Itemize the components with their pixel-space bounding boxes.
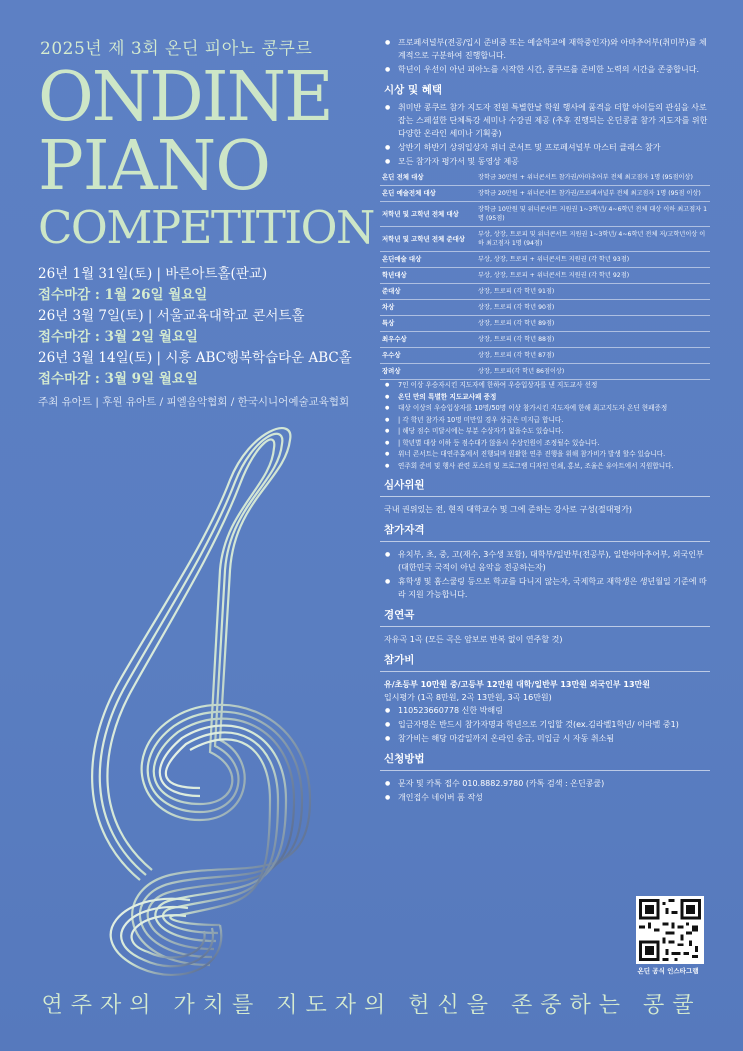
award-name: 장려상 [380,364,476,380]
host-sponsor-line: 주최 유아트 | 후원 유아트 / 피엘음악협회 / 한국시니어예술교육협회 [38,396,350,409]
schedule-event: 26년 3월 14일(토) | 시흥 ABC행복학습타운 ABC홀 [38,350,352,367]
award-desc: 상장, 트로피 (각 학년 89점) [476,316,710,332]
award-name: 저학년 및 고학년 전체 대상 [380,202,476,227]
section-heading-repertoire: 경연곡 [384,609,415,621]
award-desc: 상장, 트로피(각 학년 86점이상) [476,364,710,380]
award-desc: 부상, 상장, 트로피 + 위너콘서트 지원권 (각 학년 93점) [476,252,710,268]
section-heading-apply: 신청방법 [384,753,425,765]
list-item: ● 취미반 콩쿠르 참가 지도자 전원 특별한날 학원 행사에 품격을 더할 아이들의 관심을 사로잡는 스페셜한 단체특강 세미나 수강권 제공 (추후 진행되는 온딘콩쿨 참가 지도자를 위한 다양한 온라인 세미나 기획중) [398,101,710,140]
divider [380,541,710,542]
list-item: ● 학년이 우선이 아닌 피아노를 시작한 시간, 콩쿠르를 준비한 노력의 시간을 존중합니다. [398,63,710,76]
awards-benefits-list [380,101,710,168]
list-item: ● 개인접수 네이버 폼 작성 [398,791,638,804]
section-heading-eligibility: 참가자격 [384,524,425,536]
table-row [380,252,710,268]
list-item: ● 위너 콘서트는 대연주홀에서 진행되며 원활한 연주 진행을 위해 참가비가 발생 할수 있습니다. [398,449,710,460]
instagram-qr-code[interactable] [636,896,704,964]
award-desc: 장학금 10만원 및 위너콘서트 지원권 1~3학년/ 4~6학년 전체 대상 이하 최고점자 1명 (95점) [476,202,710,227]
awards-table [380,170,710,380]
intro-list [380,36,710,76]
award-name: 온딘예술 대상 [380,252,476,268]
table-row [380,284,710,300]
judges-text: 국내 권위있는 전, 현직 대학교수 및 그에 준하는 강사로 구성(절대평가) [384,505,633,514]
list-item: ● 모든 참가자 평가서 및 동영상 제공 [398,155,710,168]
award-name: 차상 [380,300,476,316]
list-item: ● 연주회 준비 및 행사 관련 포스터 및 프로그램 디자인 인쇄, 홍보, 조율은 유아트에서 지원합니다. [398,461,710,472]
section-heading-fee: 참가비 [384,654,415,666]
qr-caption: 온딘 공식 인스타그램 [637,967,699,975]
table-row [380,348,710,364]
divider [380,671,710,672]
qr-code-icon [639,899,701,961]
table-row [380,227,710,252]
award-desc: 상장, 트로피 (각 학년 88점) [476,332,710,348]
award-desc: 부상, 상장, 트로피 및 위너콘서트 지원권 1~3학년/ 4~6학년 전체 저/고학년이상 이하 최고점자 1명 (94점) [476,227,710,252]
award-desc: 부상, 상장, 트로피 + 위너콘서트 지원권 (각 학년 92점) [476,268,710,284]
title-piano: PIANO [38,126,270,206]
table-row [380,300,710,316]
section-heading-judges: 심사위원 [384,479,425,491]
table-row [380,170,710,186]
schedule-event: 26년 1월 31일(토) | 바른아트홀(판교) [38,266,268,283]
table-row [380,364,710,380]
section-heading-awards: 시상 및 혜택 [384,84,443,96]
schedule-deadline: 접수마감 : 3월 9일 월요일 [38,371,198,388]
schedule-deadline: 접수마감 : 3월 2일 월요일 [38,329,198,346]
eligibility-list [380,548,710,601]
award-name: 온딘 예술전체 대상 [380,186,476,202]
list-item: ● 유치부, 초, 중, 고(재수, 3수생 포함), 대학부/일반부(전공부), 일반아마추어부, 외국인부(대한민국 국적이 아닌 음악을 전공하는자) [398,548,710,574]
list-item: ● 휴학생 및 홈스쿨링 등으로 학교를 다니지 않는자, 국제학교 재학생은 생년월일 기준에 따라 지원 가능합니다. [398,575,710,601]
list-item: ● 참가비는 해당 마감일까지 온라인 송금, 미입금 시 자동 취소됨 [398,732,710,745]
list-item: ● 입금자명은 반드시 참가자명과 학년으로 기입할 것(ex.김라벨1학년/ 이라벨 중1) [398,718,710,731]
award-desc: 장학금 30만원 + 위너콘서트 참가권/아마추어부 전체 최고점자 1명 (95점이상) [476,170,710,186]
slogan: 연주자의 가치를 지도자의 헌신을 존중하는 콩쿨 [41,993,702,1018]
repertoire-text: 자유곡 1곡 (모든 곡은 암보로 반복 없이 연주할 것) [384,635,563,644]
award-desc: 상장, 트로피 (각 학년 91점) [476,284,710,300]
award-name: 학년대상 [380,268,476,284]
divider [380,626,710,627]
table-row [380,268,710,284]
award-name: 최우수상 [380,332,476,348]
list-item: ● 대상 이상의 우승입상자를 10명/50명 이상 참가시킨 지도자에 한해 최고지도자 온딘 현패증정 [398,403,710,414]
fee-audition-line: 입시평가 (1곡 8만원, 2곡 13만원, 3곡 16만원) [384,693,552,702]
award-desc: 장학금 20만원 + 위너콘서트 참가권/프로페셔널부 전체 최고점자 1명 (95점 이상) [476,186,710,202]
divider [380,770,710,771]
table-row [380,332,710,348]
list-item: ● | 각 학년 참가자 10명 미만일 경우 상금은 미지급 합니다. [398,415,710,426]
schedule-deadline: 접수마감 : 1월 26일 월요일 [38,287,208,304]
list-item: ● 110523660778 신한 박해림 [398,704,710,717]
left-column [38,34,374,409]
list-item: ● 상반기 하반기 상위입상자 위너 콘서트 및 프로페셔널부 마스터 클래스 참가 [398,141,710,154]
award-name: 준대상 [380,284,476,300]
table-row [380,316,710,332]
award-name: 특상 [380,316,476,332]
table-row [380,202,710,227]
divider [380,496,710,497]
award-name: 저학년 및 고학년 전체 준대상 [380,227,476,252]
schedule [38,264,368,390]
competition-subtitle: 2025년 제 3회 온딘 피아노 콩쿠르 [40,39,313,59]
fee-line: 유/초등부 10만원 중/고등부 12만원 대학/일반부 13만원 외국인부 13만원 [384,680,650,689]
list-item: ● 문자 및 카톡 접수 010.8882.9780 (카톡 검색 : 온딘콩쿨) [398,777,638,790]
award-name: 우수상 [380,348,476,364]
list-item: ● 프로페셔널부(전공/입시 준비중 또는 예술학교에 재학중인자)와 아마추어부(취미부)를 체계적으로 구분하여 진행합니다. [398,36,710,62]
list-item: ● | 해당 점수 미달시에는 부분 수상자가 없을수도 있습니다. [398,426,710,437]
table-row [380,186,710,202]
title-competition: COMPETITION [38,201,374,255]
fee-list [380,704,710,745]
list-item: ● | 학년별 대상 이하 등 점수대가 않을시 수상인원이 조정될수 있습니다. [398,438,710,449]
treble-clef-illustration [60,420,350,980]
title-ondine: ONDINE [38,58,332,137]
award-desc: 상장, 트로피 (각 학년 87점) [476,348,710,364]
schedule-event: 26년 3월 7일(토) | 서울교육대학교 콘서트홀 [38,308,305,325]
apply-list [380,777,638,804]
right-column [380,36,710,805]
awards-notes [380,380,710,471]
award-desc: 상장, 트로피 (각 학년 90점) [476,300,710,316]
award-name: 온딘 전체 대상 [380,170,476,186]
list-item: ● 온딘 만의 특별한 지도교사패 증정 [398,392,710,403]
list-item: ● 7인 이상 우승자시킨 지도자에 한하여 우승입상자를 낸 지도교사 선정 [398,380,710,391]
